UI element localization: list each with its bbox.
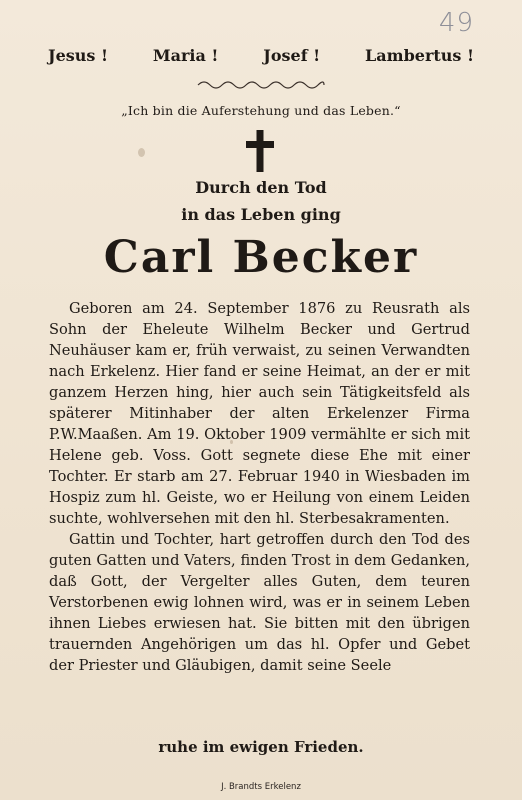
scripture-quote: „Ich bin die Auferstehung und das Leben.“ bbox=[121, 103, 401, 118]
deceased-name: Carl Becker bbox=[103, 232, 419, 283]
heading-line-2: in das Leben ging bbox=[181, 205, 341, 224]
invocation-jesus: Jesus ! bbox=[48, 46, 108, 65]
closing-line: ruhe im ewigen Frieden. bbox=[158, 738, 364, 756]
cross-icon bbox=[246, 130, 274, 172]
heading-line-1: Durch den Tod bbox=[195, 178, 327, 197]
invocation-maria: Maria ! bbox=[152, 46, 219, 65]
invocation-row bbox=[48, 46, 474, 65]
ornament-divider bbox=[196, 78, 326, 92]
paper-stain bbox=[138, 148, 145, 157]
pencil-number: 49 bbox=[438, 8, 474, 38]
paper-stain bbox=[230, 440, 233, 444]
invocation-lambertus: Lambertus ! bbox=[365, 46, 474, 65]
printer-imprint: J. Brandts Erkelenz bbox=[221, 782, 301, 792]
invocation-josef: Josef ! bbox=[263, 46, 321, 65]
paper-stain bbox=[298, 640, 302, 643]
biography-text bbox=[49, 298, 470, 676]
biography-paragraph-2: Gattin und Tochter, hart getroffen durch den Tod des guten Gatten und Vaters, finden Trost in dem Gedanken, daß Gott, der Vergelter alles Guten, dem teuren Verstorbenen ewig lohnen wird, was er in seinem Leben ihnen Liebes erwiesen hat. Sie bitten mit den übrigen trauernden Angehörigen um das hl. Opfer und Gebet der Priester und Gläubigen, damit seine Seele bbox=[49, 531, 470, 674]
biography-paragraph-1: Geboren am 24. September 1876 zu Reusrath als Sohn der Eheleute Wilhelm Becker und Gertrud Neuhäuser kam er, früh verwaist, zu seinen Verwandten nach Erkelenz. Hier fand er seine Heimat, an der er mit ganzem Herzen hing, hier auch sein Tätigkeitsfeld als späterer Mitinhaber der alten Erkelenzer Firma P.W.Maaßen. Am 19. Oktober 1909 vermählte er sich mit Helene geb. Voss. Gott segnete diese Ehe mit einer Tochter. Er starb am 27. Februar 1940 in Wiesbaden im Hospiz zum hl. Geiste, wo er Heilung von einem Leiden suchte, wohlversehen mit den hl. Sterbesakramenten. bbox=[49, 300, 470, 527]
